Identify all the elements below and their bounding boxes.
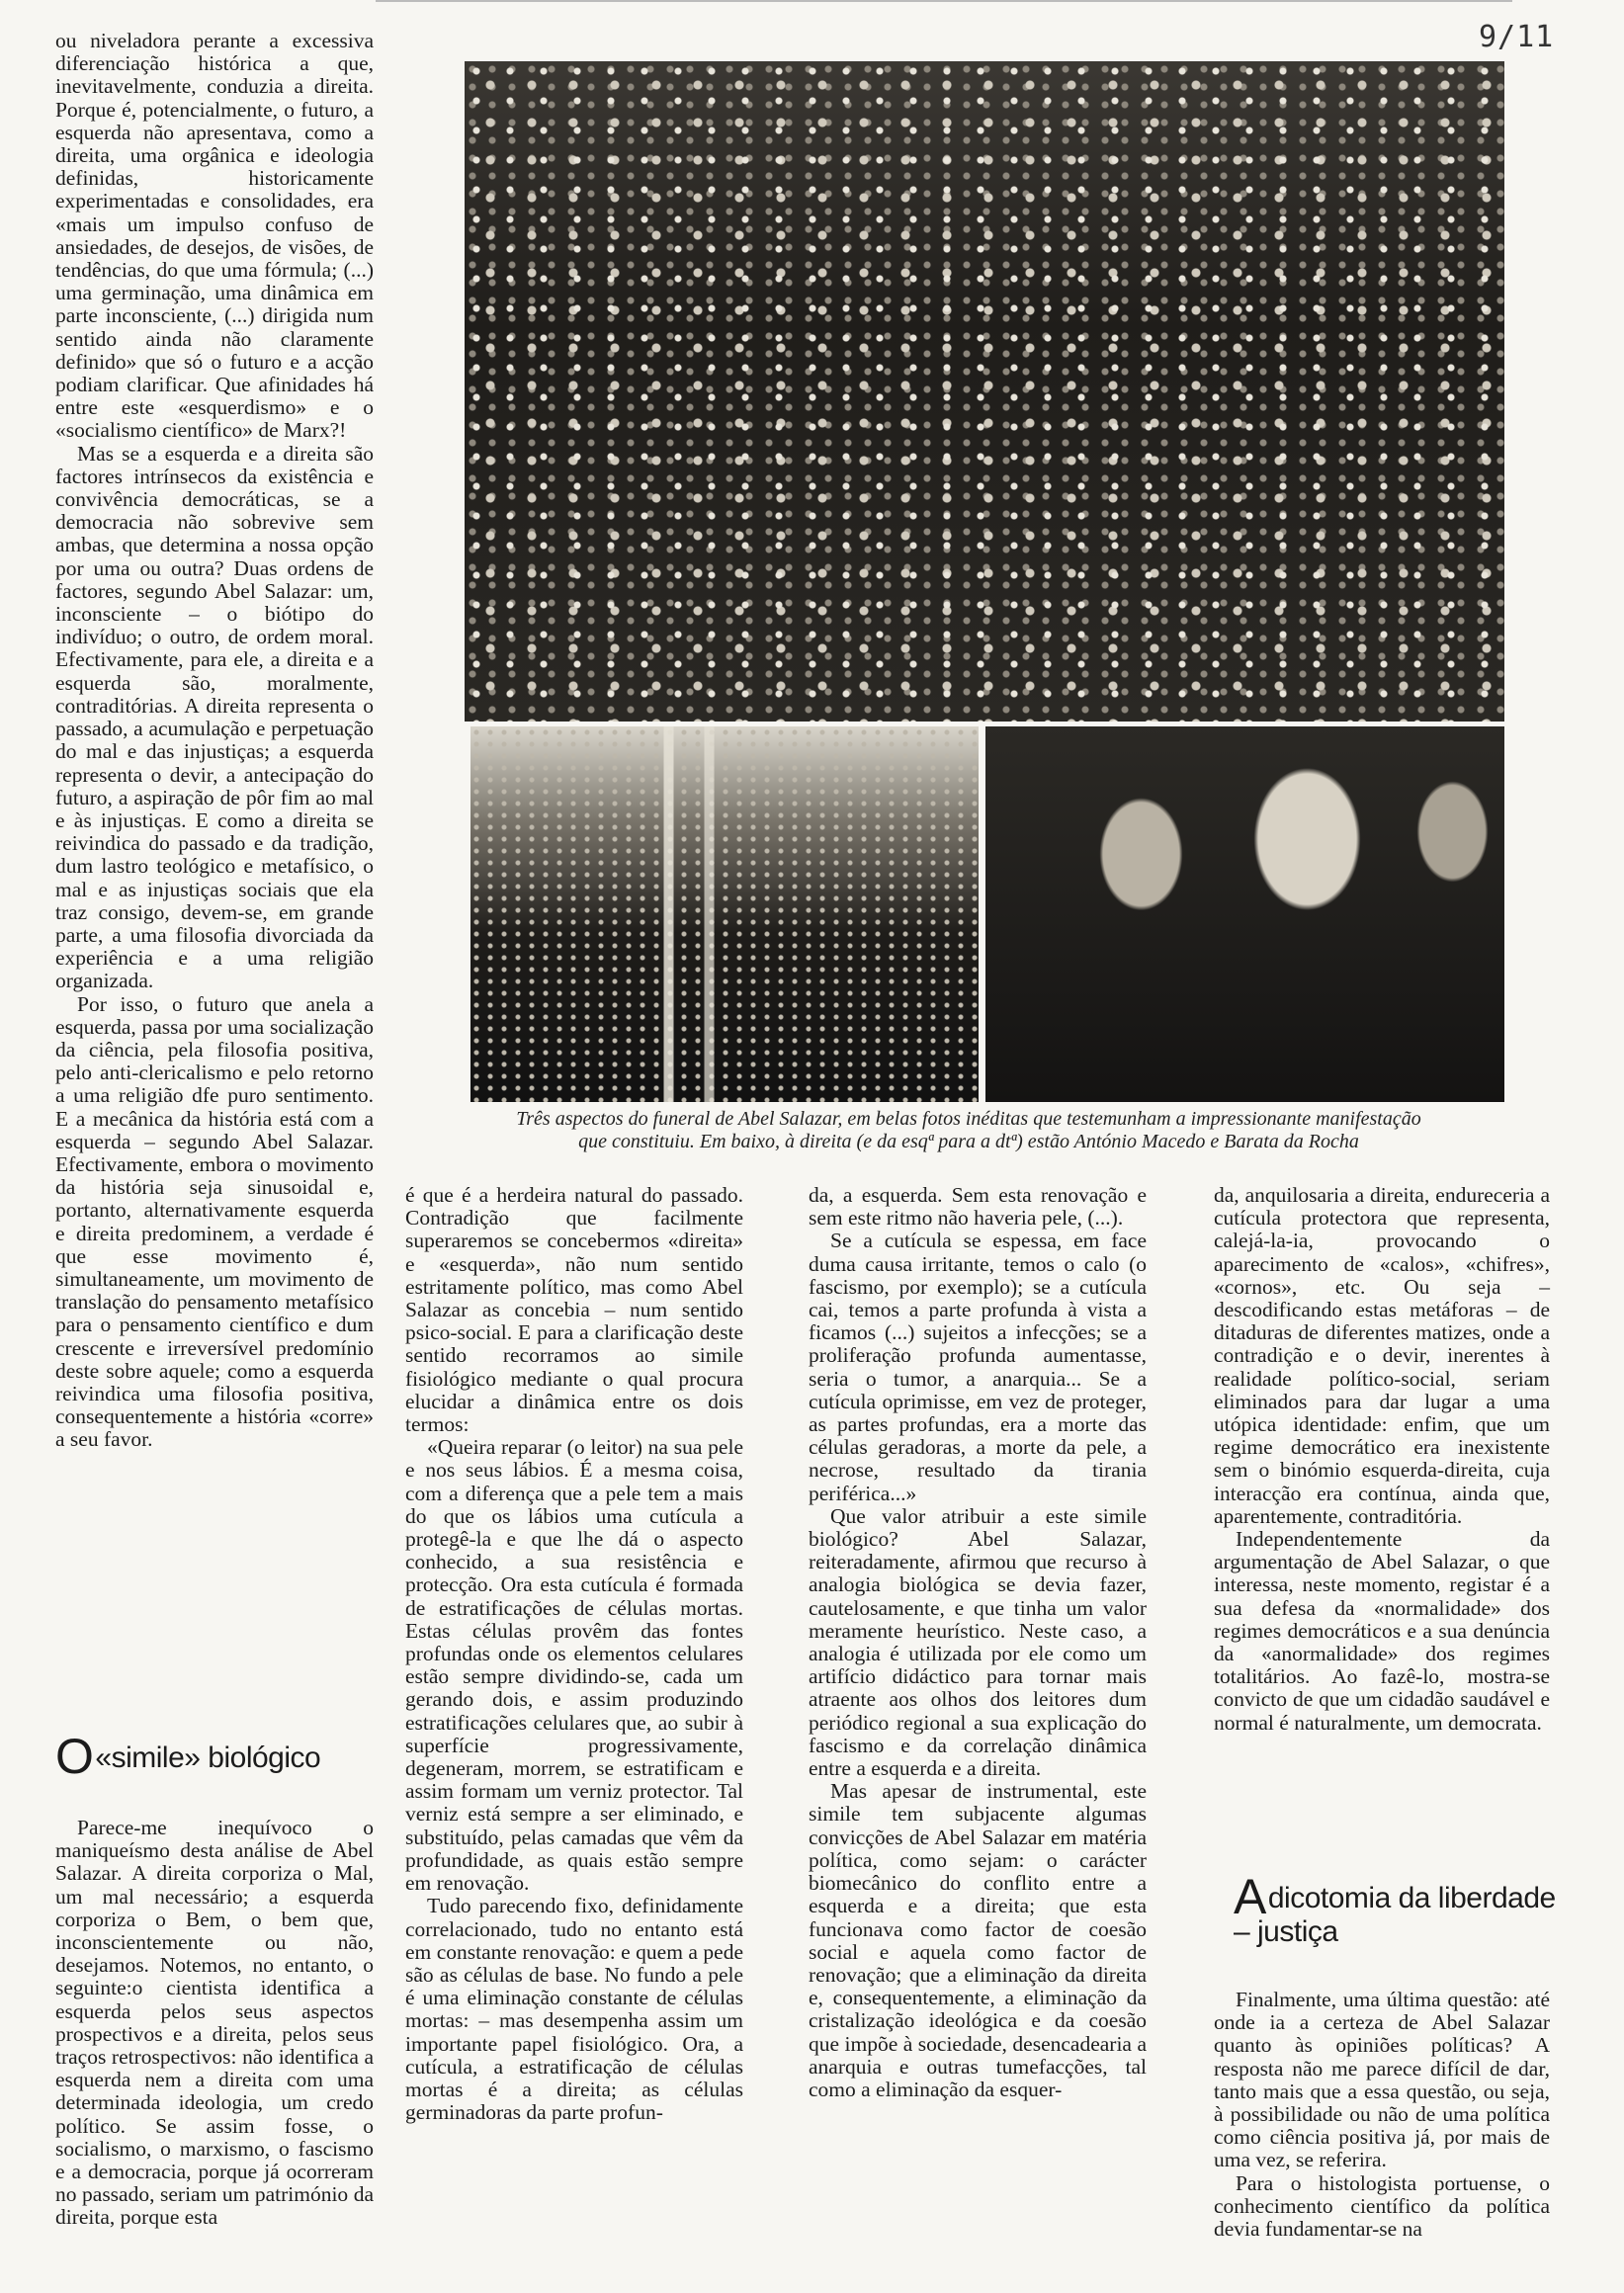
col1-paragraph-3: Por isso, o futuro que anela a esquerda, passa por uma socialização da ciência, pela filosofia positiva, pelo anti-clericalismo e pelo retorno a uma religião dfe puro sentimento. E a mecânica da história está com a esquerda – segundo Abel Salazar. Efectivamente, embora o movimento da história seja sinusoidal e, portanto, alternativamente esquerda e direita predominem, a verdade é que esse movimento é, simultaneamente, um movimento de translação do pensamento metafísico para o pensamento científico e dum crescente e irreversível predomínio deste sobre aquele; como a esquerda reivindica uma filosofia positiva, consequentemente a história «corre» a seu favor.: [55, 991, 374, 1452]
column-1: [55, 30, 374, 1452]
heading-simile-text: «simile» biológico: [95, 1741, 321, 1774]
col2-paragraph-2: «Queira reparar (o leitor) na sua pele e nos seus lábios. É a mesma coisa, com a diferença que a pele tem a mais do que os lábios uma cutícula a protegê-la e que lhe dá o aspecto conhecido, a sua resistência e protecção. Ora esta cutícula é formada de estratificações de células mortas. Estas células provêm das fontes profundas onde os elementos celulares estão sempre dividindo-se, cada um gerando dois, e assim produzindo estratificações celulares que, ao subir à superfície progressivamente, degeneram, morrem, se estratificam e assim formam um verniz protector. Tal verniz está sempre a ser eliminado, e substituído, pelas camadas que vêm da profundidade, as quais estão sempre em renovação.: [405, 1435, 743, 1896]
col3-paragraph-3: Que valor atribuir a este simile biológico? Abel Salazar, reiteradamente, afirmou que recurso à analogia biológica se devia fazer, cautelosamente, e que tinha um valor meramente heurístico. Neste caso, a analogia é utilizada por ele como um artifício didáctico para tornar mais atraente aos olhos dos leitores dum periódico regional a sua explicação do fascismo e da correlação dinâmica entre a esquerda e a direita.: [809, 1503, 1147, 1781]
col4-paragraph-4: Para o histologista portuense, o conhecimento científico da política devia fundamentar-se na: [1214, 2170, 1550, 2242]
photo-caption: [435, 1108, 1502, 1153]
col4-paragraph-3: Finalmente, uma última questão: até onde ia a certeza de Abel Salazar quanto às opiniões políticas? A resposta não me parece difícil de dar, tanto mais que a essa questão, ou seja, à possibilidade ou não de uma política como ciência positiva já, por mais de uma vez, se referira.: [1214, 1988, 1550, 2172]
col4-paragraph-2: Independentemente da argumentação de Abel Salazar, o que interessa, neste momento, registar é a sua defesa da «normalidade» dos regimes democráticos e a sua denúncia da «anormalidade» dos regimes totalitários. Ao fazê-lo, mostra-se convicto de que um cidadão saudável e normal é naturalmente, um democrata.: [1214, 1527, 1550, 1735]
col3-paragraph-1: da, a esquerda. Sem esta renovação e sem este ritmo não haveria pele, (...).: [809, 1183, 1147, 1231]
col4-paragraph-1: da, anquilosaria a direita, endureceria a cutícula protectora que representa, calejá-la-ia, provocando o aparecimento de «calos», «chifres», «cornos», etc. Ou seja – descodificando estas metáforas – de ditaduras de diferentes matizes, onde a contradição e o devir, inerentes à realidade político-social, seriam eliminados para dar lugar a uma utópica identidade: enfim, que um regime democrático era inexistente sem o binómio esquerda-direita, cuja interacção era contínua, ainda que, aparentemente, contraditória.: [1214, 1183, 1550, 1528]
heading-simile: [55, 1729, 382, 1784]
heading-dicotomia-line-1: dicotomia da liberdade: [1267, 1882, 1556, 1914]
col2-paragraph-3: Tudo parecendo fixo, definidamente correlacionado, tudo no entanto está em constante renovação: e quem a pede são as células de base. No fundo a pele é uma eliminação constante de células mortas: – mas desempenha assim um importante papel fisiológico. Ora, a cutícula, a estratificação de células mortas é a direita; as células germinadoras da parte profun-: [405, 1894, 743, 2125]
col2-paragraph-1: é que é a herdeira natural do passado. Contradição que facilmente superaremos se concebermos «direita» e «esquerda», não num sentido estritamente político, mas como Abel Salazar as concebia – num sentido psico-social. E para a clarificação deste sentido recorramos ao simile fisiológico mediante o qual procura elucidar a dinâmica entre os dois termos:: [405, 1183, 743, 1437]
column-2: [405, 1184, 743, 2124]
photo-funeral-mourners: [985, 726, 1504, 1102]
photo-funeral-procession: [470, 726, 979, 1102]
col1-paragraph-2: Mas se a esquerda e a direita são factores intrínsecos da existência e convivência democráticas, se a democracia não sobrevive sem ambas, que determina a nossa opção por uma ou outra? Duas ordens de factores, segundo Abel Salazar: um, inconsciente – o biótipo do indivíduo; o outro, de ordem moral. Efectivamente, para ele, a direita e a esquerda são, moralmente, contraditórias. A direita representa o passado, a acumulação e perpetuação do mal e das injustiças; a esquerda representa o devir, a antecipação do futuro, a aspiração de pôr fim ao mal e às injustiças. E como a direita se reivindica do passado e da tradição, dum lastro teológico e metafísico, o mal e as injustiças sociais que ela traz consigo, devem-se, em grande parte, a uma filosofia divorciada da experiência e a uma religião organizada.: [55, 441, 374, 993]
column-3: [809, 1184, 1147, 2101]
column-4-lower: [1214, 1989, 1550, 2241]
heading-dicotomia: [1234, 1869, 1560, 1949]
top-rule: [376, 0, 1512, 2]
column-1-lower: [55, 1817, 374, 2230]
col1-paragraph-1: ou niveladora perante a excessiva diferenciação histórica a que, inevitavelmente, conduzia a direita. Porque é, potencialmente, o futuro, a esquerda não apresentava, como a direita, uma orgânica e ideologia definidas, historicamente experimentadas e consolidades, era «mais um impulso confuso de ansiedades, de desejos, de visões, de tendências, do que uma fórmula; (...) uma germinação, uma dinâmica em parte inconsciente, (...) dirigida num sentido ainda não claramente definido» que só o futuro e a acção podiam clarificar. Que afinidades há entre este «esquerdismo» e o «socialismo científico» de Marx?!: [55, 29, 374, 443]
col3-paragraph-4: Mas apesar de instrumental, este simile tem subjacente algumas convicções de Abel Salazar em matéria política, como sejam: o carácter biomecânico do conflito entre a esquerda e a direita; que esta funcionava como factor de coesão social e aquela como factor de renovação; que a eliminação da direita e, consequentemente, a eliminação da cristalização ideológica e da coesão que impõe à sociedade, desencadearia a anarquia e outras tumefacções, tal como a eliminação da esquer-: [809, 1779, 1147, 2101]
photo-funeral-crowd: [465, 61, 1504, 722]
photo-caption-line-1: Três aspectos do funeral de Abel Salazar, em belas fotos inéditas que testemunham a impressionante manifestação: [516, 1108, 1421, 1130]
col3-paragraph-2: Se a cutícula se espessa, em face duma causa irritante, temos o calo (o fascismo, por exemplo); se a cutícula cai, temos a parte profunda à vista a ficamos (...) sujeitos a infecções; se a proliferação profunda aumentasse, seria o tumor, a anarquia... Se a cutícula oprimisse, em vez de proteger, as partes profundas, era a morte das células geradoras, a morte da pele, a necrose, resultado da tirania periférica...»: [809, 1229, 1147, 1505]
heading-dicotomia-initial: A: [1234, 1869, 1266, 1924]
col1-paragraph-4: Parece-me inequívoco o maniqueísmo desta análise de Abel Salazar. A direita corporiza o Mal, um mal necessário; a esquerda corporiza o Bem, o bem que, inconscientemente ou não, desejamos. Notemos, no entanto, o seguinte:o cientista identifica a esquerda pelos seus aspectos prospectivos e a direita, pelos seus traços retrospectivos: não identifica a esquerda nem a direita com uma determinada ideologia, um credo político. Se assim fosse, o socialismo, o marxismo, o fascismo e a democracia, porque já ocorreram no passado, seriam um património da direita, porque esta: [55, 1816, 374, 2230]
photo-caption-line-2: que constituiu. Em baixo, à direita (e da esqª para a dtª) estão António Macedo e Barata da Rocha: [578, 1131, 1359, 1152]
column-4: [1214, 1184, 1550, 1735]
page-number: 9/11: [1479, 20, 1555, 54]
heading-simile-initial: O: [55, 1729, 94, 1784]
heading-dicotomia-line-2: – justiça: [1234, 1915, 1338, 1948]
